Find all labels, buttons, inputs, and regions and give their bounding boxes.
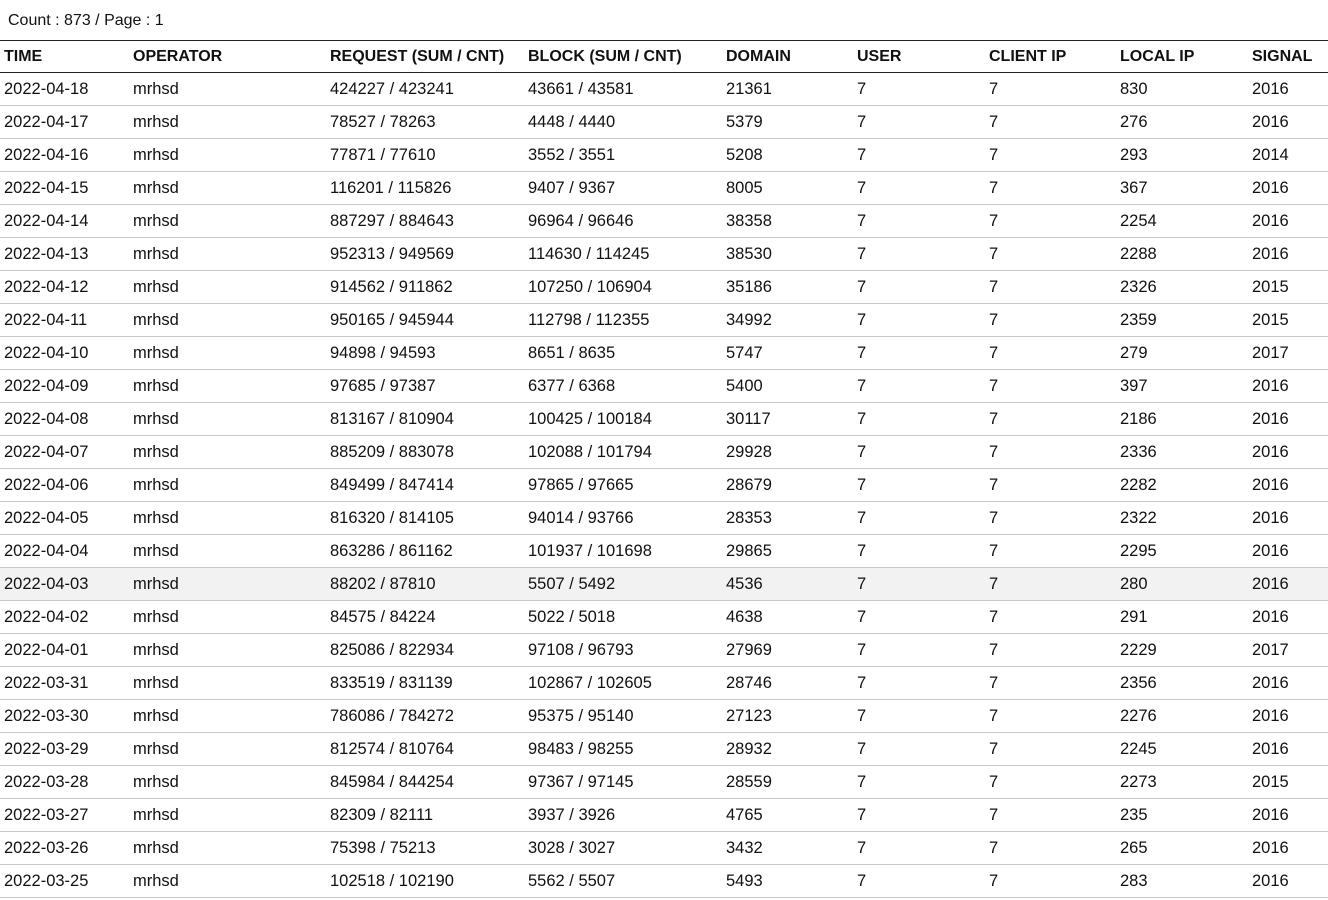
cell-request: 82309 / 82111 — [325, 799, 523, 832]
table-row[interactable] — [0, 799, 1328, 832]
cell-block: 112798 / 112355 — [523, 304, 721, 337]
cell-local-ip: 235 — [1115, 799, 1247, 832]
cell-local-ip: 291 — [1115, 601, 1247, 634]
cell-local-ip: 2229 — [1115, 634, 1247, 667]
cell-time: 2022-04-02 — [0, 601, 128, 634]
cell-client-ip: 7 — [984, 436, 1115, 469]
cell-user: 7 — [852, 370, 984, 403]
cell-block: 94014 / 93766 — [523, 502, 721, 535]
cell-time: 2022-04-13 — [0, 238, 128, 271]
cell-domain: 28353 — [721, 502, 852, 535]
table-row[interactable] — [0, 337, 1328, 370]
cell-block: 101937 / 101698 — [523, 535, 721, 568]
cell-block: 3937 / 3926 — [523, 799, 721, 832]
cell-operator: mrhsd — [128, 436, 325, 469]
cell-time: 2022-04-05 — [0, 502, 128, 535]
cell-client-ip: 7 — [984, 139, 1115, 172]
cell-request: 950165 / 945944 — [325, 304, 523, 337]
cell-domain: 28932 — [721, 733, 852, 766]
cell-operator: mrhsd — [128, 370, 325, 403]
cell-request: 75398 / 75213 — [325, 832, 523, 865]
cell-block: 98483 / 98255 — [523, 733, 721, 766]
cell-domain: 5208 — [721, 139, 852, 172]
record-count-label: Count : 873 / Page : 1 — [8, 12, 164, 29]
cell-time: 2022-04-11 — [0, 304, 128, 337]
cell-user: 7 — [852, 601, 984, 634]
table-row[interactable] — [0, 436, 1328, 469]
cell-client-ip: 7 — [984, 403, 1115, 436]
cell-client-ip: 7 — [984, 370, 1115, 403]
cell-local-ip: 2326 — [1115, 271, 1247, 304]
cell-client-ip: 7 — [984, 634, 1115, 667]
cell-user: 7 — [852, 436, 984, 469]
cell-signal: 2016 — [1247, 733, 1328, 766]
cell-request: 77871 / 77610 — [325, 139, 523, 172]
table-row[interactable] — [0, 634, 1328, 667]
cell-user: 7 — [852, 73, 984, 106]
cell-signal: 2016 — [1247, 667, 1328, 700]
results-table — [0, 40, 1328, 898]
table-row[interactable] — [0, 601, 1328, 634]
cell-local-ip: 2254 — [1115, 205, 1247, 238]
cell-time: 2022-03-26 — [0, 832, 128, 865]
table-row[interactable] — [0, 271, 1328, 304]
cell-user: 7 — [852, 865, 984, 898]
cell-local-ip: 367 — [1115, 172, 1247, 205]
cell-time: 2022-03-27 — [0, 799, 128, 832]
cell-block: 114630 / 114245 — [523, 238, 721, 271]
cell-domain: 38358 — [721, 205, 852, 238]
cell-signal: 2016 — [1247, 370, 1328, 403]
cell-request: 885209 / 883078 — [325, 436, 523, 469]
cell-client-ip: 7 — [984, 535, 1115, 568]
cell-time: 2022-03-29 — [0, 733, 128, 766]
cell-domain: 3432 — [721, 832, 852, 865]
cell-client-ip: 7 — [984, 766, 1115, 799]
table-row[interactable] — [0, 568, 1328, 601]
column-header-domain[interactable]: DOMAIN — [721, 41, 852, 73]
cell-block: 97367 / 97145 — [523, 766, 721, 799]
cell-operator: mrhsd — [128, 337, 325, 370]
cell-time: 2022-04-08 — [0, 403, 128, 436]
cell-client-ip: 7 — [984, 502, 1115, 535]
cell-request: 813167 / 810904 — [325, 403, 523, 436]
cell-block: 96964 / 96646 — [523, 205, 721, 238]
cell-user: 7 — [852, 700, 984, 733]
cell-signal: 2016 — [1247, 436, 1328, 469]
cell-operator: mrhsd — [128, 238, 325, 271]
cell-signal: 2016 — [1247, 106, 1328, 139]
cell-client-ip: 7 — [984, 865, 1115, 898]
cell-user: 7 — [852, 766, 984, 799]
table-row[interactable] — [0, 370, 1328, 403]
cell-user: 7 — [852, 238, 984, 271]
cell-domain: 30117 — [721, 403, 852, 436]
cell-local-ip: 293 — [1115, 139, 1247, 172]
cell-domain: 4638 — [721, 601, 852, 634]
cell-operator: mrhsd — [128, 733, 325, 766]
cell-request: 84575 / 84224 — [325, 601, 523, 634]
cell-client-ip: 7 — [984, 271, 1115, 304]
table-row[interactable] — [0, 766, 1328, 799]
table-row[interactable] — [0, 304, 1328, 337]
cell-domain: 5379 — [721, 106, 852, 139]
cell-client-ip: 7 — [984, 106, 1115, 139]
cell-block: 4448 / 4440 — [523, 106, 721, 139]
cell-user: 7 — [852, 337, 984, 370]
cell-block: 3028 / 3027 — [523, 832, 721, 865]
cell-client-ip: 7 — [984, 568, 1115, 601]
cell-client-ip: 7 — [984, 601, 1115, 634]
column-header-signal[interactable]: SIGNAL — [1247, 41, 1328, 73]
cell-block: 97865 / 97665 — [523, 469, 721, 502]
cell-time: 2022-04-18 — [0, 73, 128, 106]
cell-request: 816320 / 814105 — [325, 502, 523, 535]
cell-operator: mrhsd — [128, 271, 325, 304]
cell-client-ip: 7 — [984, 469, 1115, 502]
cell-request: 424227 / 423241 — [325, 73, 523, 106]
cell-user: 7 — [852, 832, 984, 865]
cell-request: 116201 / 115826 — [325, 172, 523, 205]
cell-client-ip: 7 — [984, 337, 1115, 370]
cell-local-ip: 830 — [1115, 73, 1247, 106]
cell-user: 7 — [852, 403, 984, 436]
table-row[interactable] — [0, 832, 1328, 865]
cell-local-ip: 2295 — [1115, 535, 1247, 568]
cell-signal: 2015 — [1247, 304, 1328, 337]
cell-time: 2022-03-30 — [0, 700, 128, 733]
table-row[interactable] — [0, 700, 1328, 733]
cell-operator: mrhsd — [128, 139, 325, 172]
cell-operator: mrhsd — [128, 469, 325, 502]
cell-request: 952313 / 949569 — [325, 238, 523, 271]
column-header-client-ip[interactable]: CLIENT IP — [984, 41, 1115, 73]
cell-user: 7 — [852, 568, 984, 601]
cell-block: 9407 / 9367 — [523, 172, 721, 205]
cell-user: 7 — [852, 304, 984, 337]
cell-domain: 4765 — [721, 799, 852, 832]
table-row[interactable] — [0, 139, 1328, 172]
cell-time: 2022-04-15 — [0, 172, 128, 205]
cell-domain: 5747 — [721, 337, 852, 370]
cell-client-ip: 7 — [984, 667, 1115, 700]
cell-user: 7 — [852, 799, 984, 832]
cell-block: 8651 / 8635 — [523, 337, 721, 370]
cell-user: 7 — [852, 535, 984, 568]
cell-block: 43661 / 43581 — [523, 73, 721, 106]
table-row[interactable] — [0, 667, 1328, 700]
cell-signal: 2016 — [1247, 469, 1328, 502]
cell-request: 833519 / 831139 — [325, 667, 523, 700]
cell-domain: 28559 — [721, 766, 852, 799]
table-header-row — [0, 41, 1328, 73]
cell-time: 2022-04-06 — [0, 469, 128, 502]
cell-user: 7 — [852, 667, 984, 700]
cell-user: 7 — [852, 502, 984, 535]
cell-request: 845984 / 844254 — [325, 766, 523, 799]
cell-request: 78527 / 78263 — [325, 106, 523, 139]
cell-request: 94898 / 94593 — [325, 337, 523, 370]
cell-signal: 2015 — [1247, 271, 1328, 304]
cell-client-ip: 7 — [984, 172, 1115, 205]
cell-time: 2022-04-10 — [0, 337, 128, 370]
cell-local-ip: 283 — [1115, 865, 1247, 898]
cell-client-ip: 7 — [984, 832, 1115, 865]
cell-user: 7 — [852, 634, 984, 667]
cell-request: 97685 / 97387 — [325, 370, 523, 403]
table-row[interactable] — [0, 205, 1328, 238]
cell-operator: mrhsd — [128, 700, 325, 733]
cell-request: 825086 / 822934 — [325, 634, 523, 667]
cell-domain: 28746 — [721, 667, 852, 700]
cell-time: 2022-04-03 — [0, 568, 128, 601]
cell-request: 887297 / 884643 — [325, 205, 523, 238]
cell-client-ip: 7 — [984, 73, 1115, 106]
cell-block: 5562 / 5507 — [523, 865, 721, 898]
cell-block: 107250 / 106904 — [523, 271, 721, 304]
cell-time: 2022-04-07 — [0, 436, 128, 469]
cell-request: 849499 / 847414 — [325, 469, 523, 502]
cell-domain: 28679 — [721, 469, 852, 502]
cell-block: 102088 / 101794 — [523, 436, 721, 469]
cell-operator: mrhsd — [128, 73, 325, 106]
cell-local-ip: 2288 — [1115, 238, 1247, 271]
cell-domain: 38530 — [721, 238, 852, 271]
cell-local-ip: 2276 — [1115, 700, 1247, 733]
cell-client-ip: 7 — [984, 799, 1115, 832]
cell-local-ip: 2322 — [1115, 502, 1247, 535]
cell-signal: 2016 — [1247, 73, 1328, 106]
cell-time: 2022-04-12 — [0, 271, 128, 304]
cell-signal: 2017 — [1247, 337, 1328, 370]
cell-domain: 35186 — [721, 271, 852, 304]
cell-domain: 27123 — [721, 700, 852, 733]
cell-operator: mrhsd — [128, 766, 325, 799]
cell-signal: 2016 — [1247, 865, 1328, 898]
cell-operator: mrhsd — [128, 106, 325, 139]
cell-client-ip: 7 — [984, 238, 1115, 271]
cell-domain: 27969 — [721, 634, 852, 667]
cell-user: 7 — [852, 469, 984, 502]
cell-domain: 21361 — [721, 73, 852, 106]
cell-operator: mrhsd — [128, 832, 325, 865]
cell-time: 2022-03-31 — [0, 667, 128, 700]
cell-signal: 2016 — [1247, 172, 1328, 205]
cell-user: 7 — [852, 106, 984, 139]
cell-signal: 2016 — [1247, 238, 1328, 271]
cell-operator: mrhsd — [128, 205, 325, 238]
column-header-block[interactable]: BLOCK (SUM / CNT) — [523, 41, 721, 73]
cell-user: 7 — [852, 733, 984, 766]
cell-local-ip: 265 — [1115, 832, 1247, 865]
cell-signal: 2016 — [1247, 700, 1328, 733]
cell-operator: mrhsd — [128, 502, 325, 535]
cell-time: 2022-04-14 — [0, 205, 128, 238]
cell-domain: 29928 — [721, 436, 852, 469]
cell-signal: 2016 — [1247, 502, 1328, 535]
cell-local-ip: 2245 — [1115, 733, 1247, 766]
cell-signal: 2017 — [1247, 634, 1328, 667]
cell-block: 100425 / 100184 — [523, 403, 721, 436]
cell-block: 102867 / 102605 — [523, 667, 721, 700]
cell-request: 88202 / 87810 — [325, 568, 523, 601]
cell-operator: mrhsd — [128, 304, 325, 337]
cell-operator: mrhsd — [128, 403, 325, 436]
cell-user: 7 — [852, 205, 984, 238]
cell-signal: 2016 — [1247, 832, 1328, 865]
cell-operator: mrhsd — [128, 865, 325, 898]
cell-domain: 5400 — [721, 370, 852, 403]
cell-signal: 2016 — [1247, 568, 1328, 601]
column-header-request[interactable]: REQUEST (SUM / CNT) — [325, 41, 523, 73]
cell-request: 102518 / 102190 — [325, 865, 523, 898]
cell-local-ip: 2336 — [1115, 436, 1247, 469]
cell-block: 5507 / 5492 — [523, 568, 721, 601]
cell-user: 7 — [852, 139, 984, 172]
column-header-user[interactable]: USER — [852, 41, 984, 73]
cell-operator: mrhsd — [128, 568, 325, 601]
cell-domain: 34992 — [721, 304, 852, 337]
table-row[interactable] — [0, 865, 1328, 898]
cell-local-ip: 279 — [1115, 337, 1247, 370]
column-header-time[interactable]: TIME — [0, 41, 128, 73]
cell-local-ip: 2359 — [1115, 304, 1247, 337]
cell-block: 6377 / 6368 — [523, 370, 721, 403]
cell-block: 95375 / 95140 — [523, 700, 721, 733]
cell-operator: mrhsd — [128, 535, 325, 568]
cell-time: 2022-03-28 — [0, 766, 128, 799]
cell-local-ip: 2282 — [1115, 469, 1247, 502]
table-row[interactable] — [0, 403, 1328, 436]
cell-request: 863286 / 861162 — [325, 535, 523, 568]
cell-time: 2022-03-25 — [0, 865, 128, 898]
cell-block: 97108 / 96793 — [523, 634, 721, 667]
cell-time: 2022-04-01 — [0, 634, 128, 667]
cell-operator: mrhsd — [128, 601, 325, 634]
table-row[interactable] — [0, 733, 1328, 766]
cell-local-ip: 2356 — [1115, 667, 1247, 700]
cell-signal: 2014 — [1247, 139, 1328, 172]
cell-signal: 2015 — [1247, 766, 1328, 799]
cell-block: 5022 / 5018 — [523, 601, 721, 634]
cell-client-ip: 7 — [984, 304, 1115, 337]
table-row[interactable] — [0, 172, 1328, 205]
cell-local-ip: 280 — [1115, 568, 1247, 601]
cell-block: 3552 / 3551 — [523, 139, 721, 172]
cell-user: 7 — [852, 172, 984, 205]
table-row[interactable] — [0, 73, 1328, 106]
cell-local-ip: 2186 — [1115, 403, 1247, 436]
table-body — [0, 73, 1328, 898]
cell-signal: 2016 — [1247, 403, 1328, 436]
cell-operator: mrhsd — [128, 172, 325, 205]
cell-client-ip: 7 — [984, 733, 1115, 766]
column-header-local-ip[interactable]: LOCAL IP — [1115, 41, 1247, 73]
table-row[interactable] — [0, 106, 1328, 139]
cell-local-ip: 2273 — [1115, 766, 1247, 799]
cell-signal: 2016 — [1247, 799, 1328, 832]
table-row[interactable] — [0, 502, 1328, 535]
cell-domain: 5493 — [721, 865, 852, 898]
table-row[interactable] — [0, 535, 1328, 568]
cell-time: 2022-04-16 — [0, 139, 128, 172]
cell-request: 914562 / 911862 — [325, 271, 523, 304]
cell-domain: 8005 — [721, 172, 852, 205]
cell-request: 786086 / 784272 — [325, 700, 523, 733]
cell-request: 812574 / 810764 — [325, 733, 523, 766]
cell-signal: 2016 — [1247, 535, 1328, 568]
table-row[interactable] — [0, 469, 1328, 502]
cell-client-ip: 7 — [984, 205, 1115, 238]
cell-signal: 2016 — [1247, 205, 1328, 238]
cell-domain: 4536 — [721, 568, 852, 601]
cell-client-ip: 7 — [984, 700, 1115, 733]
cell-operator: mrhsd — [128, 799, 325, 832]
cell-time: 2022-04-17 — [0, 106, 128, 139]
cell-time: 2022-04-09 — [0, 370, 128, 403]
cell-domain: 29865 — [721, 535, 852, 568]
cell-signal: 2016 — [1247, 601, 1328, 634]
cell-local-ip: 276 — [1115, 106, 1247, 139]
cell-user: 7 — [852, 271, 984, 304]
column-header-operator[interactable]: OPERATOR — [128, 41, 325, 73]
table-row[interactable] — [0, 238, 1328, 271]
cell-local-ip: 397 — [1115, 370, 1247, 403]
cell-operator: mrhsd — [128, 634, 325, 667]
cell-time: 2022-04-04 — [0, 535, 128, 568]
cell-operator: mrhsd — [128, 667, 325, 700]
